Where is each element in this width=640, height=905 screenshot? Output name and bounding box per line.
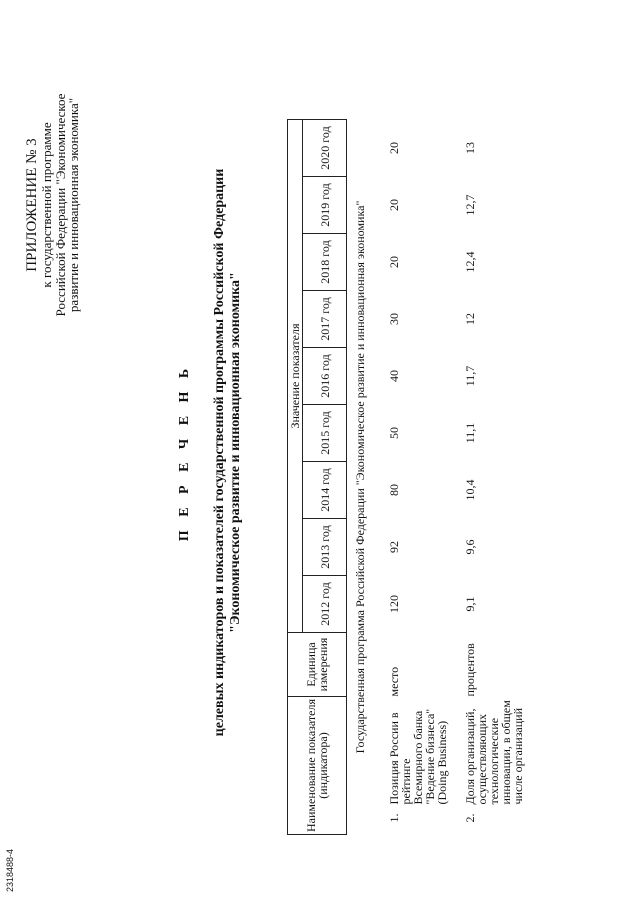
header-year: 2020 год [303,120,347,177]
row-value: 12,7 [463,194,477,216]
appendix-line: Российской Федерации "Экономическое [52,93,68,317]
header-unit: Единица измерения [288,633,347,697]
row-value: 30 [387,313,401,325]
row-name: Доля организаций, осуществляющих технологические инновации, в общем числе организаций [463,700,525,805]
indicators-table [287,119,524,835]
header-year: 2013 год [303,519,347,576]
section-title: Государственная программа Российской Федерации "Экономическое развитие и инновационная экономика" [353,200,367,754]
row-unit: процентов [463,643,477,697]
row-unit: место [387,666,401,697]
appendix-block [24,50,81,360]
row-value: 12 [463,313,477,325]
row-value: 20 [387,256,401,268]
row-value: 13 [463,142,477,154]
header-year: 2017 год [303,291,347,348]
document-title: П Е Р Е Ч Е Н Ь [177,363,192,542]
header-year: 2019 год [303,177,347,234]
appendix-line: развитие и инновационная экономика" [66,97,81,313]
header-value: Значение показателя [288,120,303,633]
row-value: 11,7 [463,365,477,387]
row-value: 40 [387,370,401,382]
section-row [347,120,383,835]
table-row [448,120,524,835]
row-value: 9,6 [463,539,477,555]
document-subtitle: "Экономическое развитие и инновационная экономика" [228,272,243,633]
row-value: 20 [387,199,401,211]
row-value: 120 [387,595,401,613]
header-year: 2018 год [303,234,347,291]
header-row [288,120,303,835]
document-subtitle: целевых индикаторов и показателей государственной программы Российской Федерации [212,168,227,737]
appendix-line: к государственной программе [39,122,54,288]
row-number: 2. [463,813,477,823]
row-value: 92 [387,541,401,553]
table-row [382,120,448,835]
row-name: Позиция России в рейтинге Всемирного банка "Ведение бизнеса" (Doing Business) [387,708,449,805]
header-name: Наименование показателя (индикатора) [288,697,347,835]
header-year: 2016 год [303,348,347,405]
row-number: 1. [387,813,401,823]
appendix-title: ПРИЛОЖЕНИЕ № 3 [24,138,40,272]
row-value: 12,4 [463,251,477,273]
row-value: 20 [387,142,401,154]
row-value: 11,1 [463,422,477,444]
header-year: 2015 год [303,405,347,462]
header-year: 2014 год [303,462,347,519]
row-value: 50 [387,427,401,439]
row-value: 9,1 [463,596,477,612]
row-value: 10,4 [463,479,477,501]
header-year: 2012 год [303,576,347,633]
document-stamp: 2318488-4 [5,848,15,892]
row-value: 80 [387,484,401,496]
